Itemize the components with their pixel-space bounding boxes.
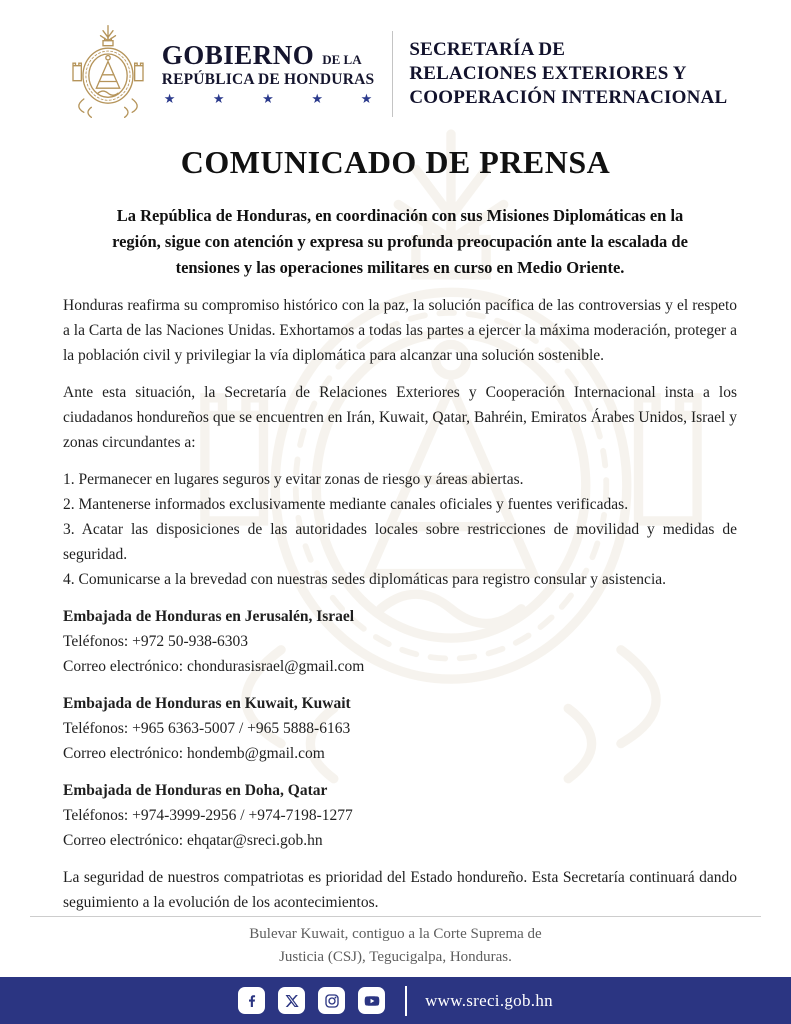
embassy-block-kuwait (63, 691, 737, 766)
footer-bar (0, 977, 791, 1024)
star-icon: ★ (360, 92, 373, 108)
embassy-block-israel (63, 604, 737, 679)
secretariat-name (409, 38, 727, 111)
embassy-block-qatar (63, 778, 737, 853)
government-title-line (162, 41, 375, 69)
paragraph-closing: La seguridad de nuestros compatriotas es prioridad del Estado hondureño. Esta Secretaría continuará dando seguimiento a la evolución de los acontecimientos. (63, 869, 737, 912)
facebook-icon[interactable] (238, 987, 265, 1014)
embassy-phones: Teléfonos: +974-3999-2956 / +974-7198-1277 (63, 807, 353, 825)
advisory-item: 1. Permanecer en lugares seguros y evitar zonas de riesgo y áreas abiertas. (63, 471, 524, 489)
footer-address (0, 917, 791, 977)
government-subtitle: REPÚBLICA DE HONDURAS (161, 71, 375, 89)
lead-line: región, sigue con atención y expresa su profunda preocupación ante la escalada de (112, 232, 688, 252)
embassy-phones: Teléfonos: +965 6363-5007 / +965 5888-6163 (63, 720, 351, 738)
paragraph-advisory-intro: Ante esta situación, la Secretaría de Relaciones Exteriores y Cooperación Internacional insta a los ciudadanos hondureños que se encuentren en Irán, Kuwait, Qatar, Bahréin, Emiratos Árabes Unidos, Israel y zonas circundantes a: (63, 384, 737, 452)
address-line: Bulevar Kuwait, contiguo a la Corte Suprema de (249, 926, 542, 942)
flag-stars (162, 92, 375, 107)
lead-line: tensiones y las operaciones militares en curso en Medio Oriente. (175, 258, 625, 278)
footer-bar-divider (405, 986, 407, 1016)
address-line: Justicia (CSJ), Tegucigalpa, Honduras. (279, 949, 512, 965)
lead-line: La República de Honduras, en coordinación con sus Misiones Diplomáticas en la (116, 206, 684, 226)
embassy-phones: Teléfonos: +972 50-938-6303 (63, 633, 249, 651)
advisory-list (63, 467, 737, 592)
star-icon: ★ (163, 92, 176, 108)
secretariat-line: COOPERACIÓN INTERNACIONAL (409, 87, 728, 109)
letterhead (0, 0, 791, 124)
secretariat-line: RELACIONES EXTERIORES Y (409, 62, 687, 84)
header-divider (392, 31, 393, 117)
document-body (0, 203, 791, 915)
embassy-name: Embajada de Honduras en Kuwait, Kuwait (63, 695, 351, 713)
embassy-email: Correo electrónico: hondemb@gmail.com (63, 745, 325, 763)
paragraph-commitment: Honduras reafirma su compromiso histórico con la paz, la solución pacífica de las controversias y el respeto a la Carta de las Naciones Unidas. Exhortamos a todas las partes a ejercer la máxima moderación, proteger a la población civil y privilegiar la vía diplomática para alcanzar una solución sostenible. (63, 297, 737, 365)
page-title: COMUNICADO DE PRENSA (180, 144, 611, 180)
star-icon: ★ (311, 92, 324, 108)
website-link[interactable]: www.sreci.gob.hn (425, 990, 553, 1010)
embassy-name: Embajada de Honduras en Doha, Qatar (63, 782, 328, 800)
advisory-item: 3. Acatar las disposiciones de las autoridades locales sobre restricciones de movilidad y medidas de seguridad. (63, 521, 737, 564)
star-icon: ★ (262, 92, 274, 108)
advisory-item: 2. Mantenerse informados exclusivamente mediante canales oficiales y fuentes verificadas. (63, 496, 629, 514)
page-footer (0, 916, 791, 1024)
advisory-item: 4. Comunicarse a la brevedad con nuestras sedes diplomáticas para registro consular y asistencia. (63, 571, 667, 589)
secretariat-line: SECRETARÍA DE (409, 38, 566, 60)
embassy-email: Correo electrónico: ehqatar@sreci.gob.hn (63, 832, 323, 850)
social-links (238, 987, 385, 1014)
instagram-icon[interactable] (318, 987, 345, 1014)
youtube-icon[interactable] (358, 987, 385, 1014)
x-icon[interactable] (278, 987, 305, 1014)
star-icon: ★ (212, 92, 225, 108)
embassy-email: Correo electrónico: chondurasisrael@gmail.com (63, 658, 365, 676)
lead-paragraph (63, 203, 737, 281)
honduras-coat-of-arms-logo (64, 24, 152, 124)
government-name: GOBIERNO (161, 39, 315, 70)
government-name-suffix: DE LA (322, 51, 362, 67)
embassy-name: Embajada de Honduras en Jerusalén, Israel (63, 608, 355, 626)
government-wordmark (162, 41, 375, 107)
